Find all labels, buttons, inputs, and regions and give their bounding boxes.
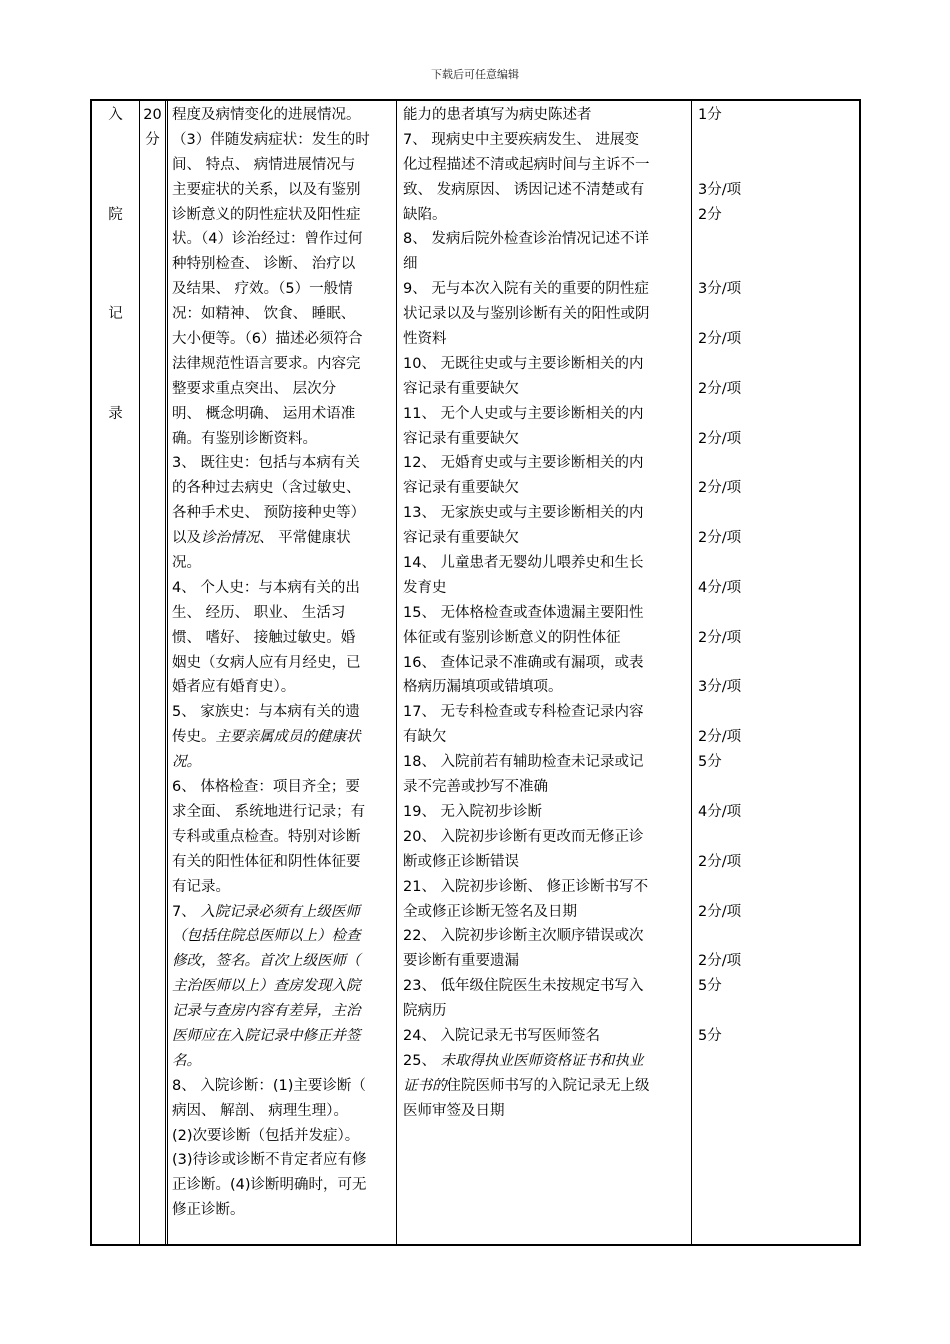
standard-line — [172, 153, 394, 178]
deduction-line — [403, 875, 689, 900]
text-segment: 10、 无既往史或与主要诊断相关的内 — [403, 355, 644, 372]
text-segment: 证书的 — [403, 1077, 447, 1094]
text-segment: 院病历 — [403, 1003, 447, 1020]
standard-line — [172, 1148, 394, 1173]
text-segment: 正诊断。(4)诊断明确时，可无 — [172, 1177, 367, 1194]
text-segment: 姻史（女病人应有月经史，已 — [172, 654, 361, 671]
text-segment: 25、 — [403, 1052, 441, 1069]
points-line — [698, 700, 858, 725]
standard-line — [172, 900, 394, 925]
text-segment: 14、 儿童患者无婴幼儿喂养史和生长 — [403, 555, 644, 572]
deduction-line — [403, 576, 689, 601]
points-line — [698, 825, 858, 850]
standard-line — [172, 427, 394, 452]
text-segment: 明、 概念明确、 运用术语准 — [172, 405, 356, 422]
points-line: 5分 — [698, 978, 722, 995]
points-line — [698, 128, 858, 153]
text-segment: 以及 — [172, 530, 201, 547]
standard-line — [172, 476, 394, 501]
text-segment: 有记录。 — [172, 878, 230, 895]
deduction-line — [403, 775, 689, 800]
points-line — [698, 402, 858, 427]
text-segment: 18、 入院前若有辅助检查未记录或记 — [403, 754, 644, 771]
standard-line — [172, 327, 394, 352]
points-line — [698, 252, 858, 277]
section-char: 入 — [108, 107, 123, 123]
points-line: 5分 — [698, 754, 722, 771]
text-segment: 状记录以及与鉴别诊断有关的阳性或阴 — [403, 306, 650, 323]
standard-line — [172, 1074, 394, 1099]
points-line — [698, 227, 858, 252]
text-segment: 24、 入院记录无书写医师签名 — [403, 1027, 601, 1044]
standard-line — [172, 700, 394, 725]
points-line: 4分/项 — [698, 803, 742, 820]
deduction-line — [403, 1024, 689, 1049]
text-segment: 主要症状的关系，以及有鉴别 — [172, 181, 361, 198]
text-segment: 12、 无婚育史或与主要诊断相关的内 — [403, 455, 644, 472]
text-segment: 有关的阳性体征和阴性体征要 — [172, 853, 361, 870]
text-segment: 婚者应有婚育史）。 — [172, 679, 296, 696]
deduction-line — [403, 352, 689, 377]
standard-line — [172, 178, 394, 203]
deduction-line — [403, 277, 689, 302]
deduction-line — [403, 999, 689, 1024]
deduction-line — [403, 377, 689, 402]
deduction-line — [403, 850, 689, 875]
text-segment: 病因、 解剖、 病理生理）。 — [172, 1102, 348, 1119]
standard-line — [172, 850, 394, 875]
text-segment: 9、 无与本次入院有关的重要的阴性症 — [403, 281, 649, 298]
text-segment: 住院医师书写的入院记录无上级 — [446, 1077, 650, 1094]
column-divider — [691, 101, 692, 1244]
points-line — [698, 875, 858, 900]
text-segment: 记录与查房内容有差异，主治 — [172, 1003, 361, 1020]
standard-line — [172, 1198, 394, 1223]
text-segment: 状。（4）诊治经过：曾作过何 — [172, 231, 363, 248]
text-segment: 缺陷。 — [403, 206, 447, 223]
deduction-line — [403, 427, 689, 452]
standard-line — [172, 451, 394, 476]
text-segment: 8、 入院诊断：(1)主要诊断（ — [172, 1077, 366, 1094]
deduction-line — [403, 501, 689, 526]
text-segment: 容记录有重要缺欠 — [403, 430, 519, 447]
text-segment: 修改，签名。首次上级医师（ — [172, 953, 361, 970]
deduction-line — [403, 750, 689, 775]
text-segment: 诊断意义的阴性症状及阳性症 — [172, 206, 361, 223]
points-line: 2分/项 — [698, 953, 742, 970]
standard-line — [172, 526, 394, 551]
points-line — [698, 451, 858, 476]
text-segment: 整要求重点突出、 层次分 — [172, 380, 337, 397]
deduction-line — [403, 924, 689, 949]
points-line — [698, 352, 858, 377]
points-line: 1分 — [698, 107, 722, 123]
text-segment: 生、 经历、 职业、 生活习 — [172, 604, 346, 621]
text-segment: 能力的患者填写为病史陈述者 — [403, 107, 592, 123]
standard-line — [172, 277, 394, 302]
standard-line — [172, 128, 394, 153]
deduction-line — [403, 203, 689, 228]
points-column — [698, 103, 858, 1049]
text-segment: 的各种过去病史（含过敏史、 — [172, 480, 361, 497]
section-char: 院 — [108, 206, 123, 223]
text-segment: 体征或有鉴别诊断意义的阴性体征 — [403, 629, 621, 646]
points-line: 5分 — [698, 1027, 722, 1044]
standard-line — [172, 775, 394, 800]
standard-line — [172, 302, 394, 327]
text-segment: 11、 无个人史或与主要诊断相关的内 — [403, 405, 644, 422]
standard-line — [172, 1173, 394, 1198]
section-char: 录 — [108, 405, 123, 422]
text-segment: 入院记录必须有上级医师 — [200, 903, 360, 920]
deduction-line — [403, 327, 689, 352]
points-line: 2分/项 — [698, 629, 742, 646]
deduction-line — [403, 227, 689, 252]
deduction-line — [403, 1049, 689, 1074]
text-segment: （3）伴随发病症状：发生的时 — [172, 131, 370, 148]
deduction-line — [403, 1074, 689, 1099]
text-segment: 4、 个人史：与本病有关的出 — [172, 579, 360, 596]
deduction-line — [403, 900, 689, 925]
text-segment: 发育史 — [403, 579, 447, 596]
deduction-line — [403, 675, 689, 700]
deduction-line — [403, 153, 689, 178]
points-line: 3分/项 — [698, 281, 742, 298]
deduction-line — [403, 651, 689, 676]
standard-line — [172, 974, 394, 999]
standard-line — [172, 227, 394, 252]
section-char: 记 — [108, 306, 123, 323]
text-segment: 及结果、 疗效。（5）一般情 — [172, 281, 353, 298]
text-segment: 主治医师以上）查房发现入院 — [172, 978, 361, 995]
standard-line — [172, 551, 394, 576]
text-segment: 容记录有重要缺欠 — [403, 380, 519, 397]
deduction-line — [403, 302, 689, 327]
standard-line — [172, 651, 394, 676]
points-line: 2分/项 — [698, 853, 742, 870]
deduction-line — [403, 252, 689, 277]
standard-line — [172, 377, 394, 402]
text-segment: 20、 入院初步诊断有更改而无修正诊 — [403, 828, 644, 845]
standard-line — [172, 1024, 394, 1049]
standard-line — [172, 402, 394, 427]
text-segment: 确。有鉴别诊断资料。 — [172, 430, 317, 447]
deduction-line — [403, 825, 689, 850]
text-segment: 容记录有重要缺欠 — [403, 480, 519, 497]
score-unit: 分 — [145, 131, 160, 148]
text-segment: 断或修正诊断错误 — [403, 853, 519, 870]
points-line: 3分/项 — [698, 679, 742, 696]
text-segment: 6、 体格检查：项目齐全；要 — [172, 779, 360, 796]
deduction-line — [403, 800, 689, 825]
standard-line — [172, 103, 394, 128]
text-segment: 诊治情况 — [201, 530, 259, 547]
text-segment: 19、 无入院初步诊断 — [403, 803, 543, 820]
score-column — [140, 103, 165, 153]
text-segment: 3、 既往史：包括与本病有关 — [172, 455, 360, 472]
text-segment: 况：如精神、 饮食、 睡眠、 — [172, 306, 356, 323]
deduction-line — [403, 601, 689, 626]
text-segment: 23、 低年级住院医生未按规定书写入 — [403, 978, 644, 995]
text-segment: 况。 — [172, 754, 201, 771]
standard-line — [172, 924, 394, 949]
text-segment: 17、 无专科检查或专科检查记录内容 — [403, 704, 644, 721]
deduction-line — [403, 949, 689, 974]
score-value: 20 — [143, 107, 162, 123]
text-segment: 致、 发病原因、 诱因记述不清楚或有 — [403, 181, 645, 198]
text-segment: 、 平常健康状 — [259, 530, 351, 547]
deduction-line — [403, 103, 689, 128]
points-line — [698, 153, 858, 178]
points-line — [698, 501, 858, 526]
text-segment: (3)待诊或诊断不肯定者应有修 — [172, 1152, 367, 1169]
standard-line — [172, 800, 394, 825]
text-segment: 传史。 — [172, 729, 216, 746]
text-segment: 程度及病情变化的进展情况。 — [172, 107, 361, 123]
standard-line — [172, 352, 394, 377]
text-segment: 22、 入院初步诊断主次顺序错误或次 — [403, 928, 644, 945]
text-segment: 大小便等。（6）描述必须符合 — [172, 331, 363, 348]
text-segment: 要诊断有重要遗漏 — [403, 953, 519, 970]
text-segment: 间、 特点、 病情进展情况与 — [172, 156, 356, 173]
points-line: 4分/项 — [698, 579, 742, 596]
column-divider — [396, 101, 397, 1244]
points-line — [698, 651, 858, 676]
text-segment: 16、 查体记录不准确或有漏项，或表 — [403, 654, 644, 671]
text-segment: （包括住院总医师以上）检查 — [172, 928, 361, 945]
deduction-line — [403, 551, 689, 576]
standard-line — [172, 725, 394, 750]
text-segment: 有缺欠 — [403, 729, 447, 746]
standard-line — [172, 949, 394, 974]
points-line: 2分/项 — [698, 380, 742, 397]
deductions-column — [403, 103, 689, 1124]
text-segment: 种特别检查、 诊断、 治疗以 — [172, 256, 356, 273]
standard-line — [172, 1099, 394, 1124]
points-line: 2分/项 — [698, 331, 742, 348]
standard-line — [172, 576, 394, 601]
deduction-line — [403, 128, 689, 153]
deduction-line — [403, 725, 689, 750]
points-line: 2分/项 — [698, 430, 742, 447]
text-segment: 主要亲属成员的健康状 — [215, 729, 361, 746]
points-line: 3分/项 — [698, 181, 742, 198]
points-line: 2分/项 — [698, 480, 742, 497]
text-segment: 录不完善或抄写不准确 — [403, 779, 548, 796]
text-segment: 名。 — [172, 1052, 201, 1069]
text-segment: 专科或重点检查。特别对诊断 — [172, 828, 361, 845]
column-divider — [139, 101, 140, 1244]
deduction-line — [403, 700, 689, 725]
points-line — [698, 999, 858, 1024]
text-segment: 21、 入院初步诊断、 修正诊断书写不 — [403, 878, 649, 895]
text-segment: 15、 无体格检查或查体遗漏主要阳性 — [403, 604, 644, 621]
section-column — [92, 103, 139, 427]
text-segment: 况。 — [172, 555, 201, 572]
points-line — [698, 775, 858, 800]
standard-line — [172, 875, 394, 900]
text-segment: 惯、 嗜好、 接触过敏史。婚 — [172, 629, 356, 646]
deduction-line — [403, 526, 689, 551]
text-segment: 求全面、 系统地进行记录；有 — [172, 803, 366, 820]
scoring-table — [90, 99, 861, 1246]
points-line: 2分/项 — [698, 729, 742, 746]
text-segment: 13、 无家族史或与主要诊断相关的内 — [403, 505, 644, 522]
text-segment: 性资料 — [403, 331, 447, 348]
deduction-line — [403, 1099, 689, 1124]
points-line: 2分/项 — [698, 530, 742, 547]
points-line — [698, 601, 858, 626]
deduction-line — [403, 974, 689, 999]
standard-line — [172, 501, 394, 526]
text-segment: 全或修正诊断无签名及日期 — [403, 903, 577, 920]
standard-line — [172, 1124, 394, 1149]
standard-line — [172, 626, 394, 651]
column-divider — [165, 101, 168, 1244]
text-segment: 7、 — [172, 903, 201, 920]
standard-line — [172, 252, 394, 277]
standard-line — [172, 750, 394, 775]
deduction-line — [403, 476, 689, 501]
standard-line — [172, 675, 394, 700]
deduction-line — [403, 626, 689, 651]
text-segment: 7、 现病史中主要疾病发生、 进展变 — [403, 131, 639, 148]
text-segment: (2)次要诊断（包括并发症）。 — [172, 1127, 360, 1144]
points-line: 2分 — [698, 206, 722, 223]
page-header: 下载后可任意编辑 — [431, 68, 519, 81]
standard-line — [172, 1049, 394, 1074]
deduction-line — [403, 402, 689, 427]
text-segment: 8、 发病后院外检查诊治情况记述不详 — [403, 231, 649, 248]
points-line — [698, 302, 858, 327]
text-segment: 医师应在入院记录中修正并签 — [172, 1027, 361, 1044]
standard-line — [172, 999, 394, 1024]
text-segment: 容记录有重要缺欠 — [403, 530, 519, 547]
standard-line — [172, 601, 394, 626]
text-segment: 细 — [403, 256, 418, 273]
text-segment: 格病历漏填项或错填项。 — [403, 679, 563, 696]
text-segment: 未取得执业医师资格证书和执业 — [440, 1052, 644, 1069]
deduction-line — [403, 451, 689, 476]
points-line: 2分/项 — [698, 903, 742, 920]
points-line — [698, 551, 858, 576]
text-segment: 5、 家族史：与本病有关的遗 — [172, 704, 360, 721]
text-segment: 医师审签及日期 — [403, 1102, 505, 1119]
standard-line — [172, 203, 394, 228]
text-segment: 修正诊断。 — [172, 1202, 245, 1219]
standard-line — [172, 825, 394, 850]
points-line — [698, 924, 858, 949]
standards-column — [172, 103, 394, 1223]
text-segment: 化过程描述不清或起病时间与主诉不一 — [403, 156, 650, 173]
text-segment: 法律规范性语言要求。内容完 — [172, 355, 361, 372]
deduction-line — [403, 178, 689, 203]
text-segment: 各种手术史、 预防接种史等） — [172, 505, 366, 522]
